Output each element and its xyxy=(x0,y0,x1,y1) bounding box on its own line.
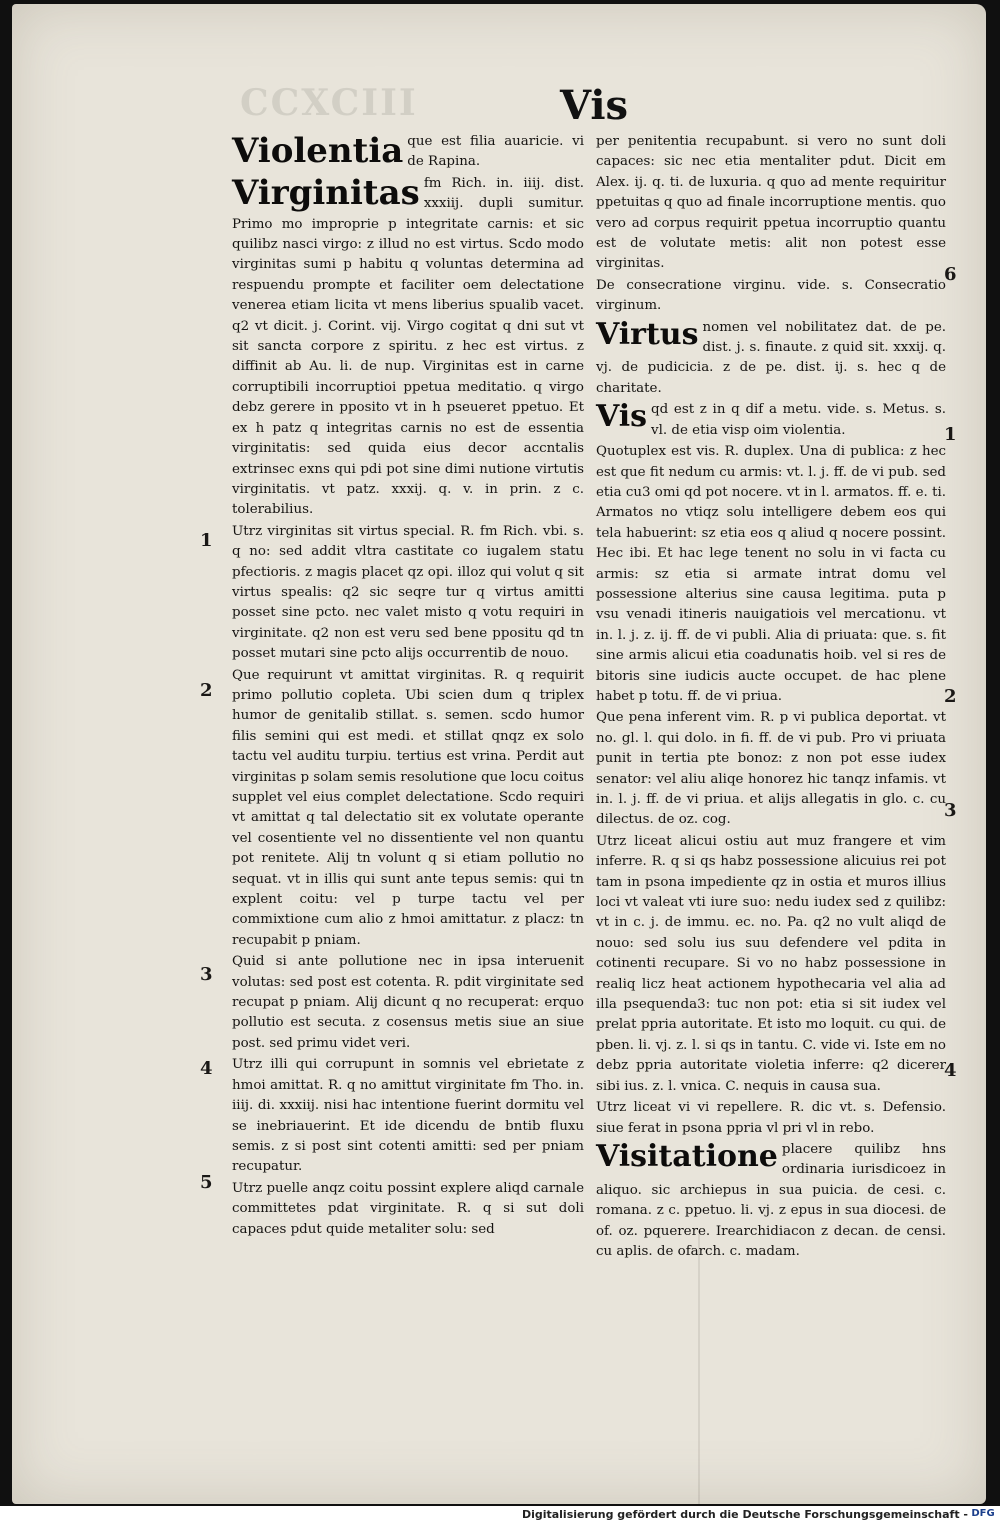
entry-virtus xyxy=(596,318,946,400)
entry-text: placere quilibz hns ordinaria iurisdicoez in aliquo. sic archiepus in sua puicia. de cesi. c. romana. z c. ppetuo. li. vj. z epus in sua diocesi. de of. oz. pquerere. Irearchidiacon z decan. de censi. cu aplis. de ofarch. c. madam. xyxy=(596,1141,946,1259)
entry-text: fm Rich. in. iiij. dist. xxxiij. dupli sumitur. Primo mo improprie p integritate carnis: et sic quilibz nasci virgo: z illud no est virtus. Scdo modo virginitas sumi p habitu q voluntas determina ad respuendu prompte et faciliter oem delectatione venerea etiam licita vt mens liberius spualib vacet. q2 vt dicit. j. Corint. vij. Virgo cogitat q dni sut vt sit sancta corpore z spiritu. z hec est virtus. z diffinit ab Au. li. de nup. Virginitas est in carne corruptibili incorruptioi ppetua meditatio. q virgo debz gerere in pposito vt in h pseueret ppetuo. Et ex h patz q integritas carnis no est de essentia virginitatis: sed quida eius decor accntalis extrinsec exns qui pdi pot sine dimi nutione virtutis virginitatis. vt patz. xxxij. q. v. in prin. z c. tolerabilius. xyxy=(232,175,584,518)
paragraph: Utrz liceat vi vi repellere. R. dic vt. s. Defensio. siue ferat in psona ppria vl pri vl in rebo. xyxy=(596,1100,946,1136)
margin-number: 3 xyxy=(944,800,957,821)
paragraph: Quid si ante pollutione nec in ipsa interuenit volutas: sed post est cotenta. R. pdit virginitate sed recupat p pniam. Alij dicunt q no recuperat: erquo pollutio est secuta. z cosensus metis siue an siue post. sed primu videt veri. xyxy=(232,954,584,1051)
headword: Virginitas xyxy=(232,172,420,213)
headword: Visitatione xyxy=(596,1138,778,1174)
footer-credit: Digitalisierung gefördert durch die Deutsche Forschungsgemeinschaft - xyxy=(521,1508,968,1521)
margin-number: 6 xyxy=(944,264,957,285)
headword: Violentia xyxy=(232,131,404,171)
bleed-through-header: CCXCIII xyxy=(240,82,418,124)
entry-visitatione xyxy=(596,1140,946,1262)
paragraph: De consecratione virginu. vide. s. Consecratio virginum. xyxy=(596,277,946,314)
paragraph: Que pena inferent vim. R. p vi publica deportat. vt no. gl. l. qui dolo. in fi. ff. de vi pub. Pro vi priuata punit in tertia pte bonoz: z non pot esse iudex senator: vel aliu aliqe honorez hic tanqz infamis. vt in. l. j. ff. de vi priua. et alijs allegatis in glo. c. cu dilectus. de oz. cog. xyxy=(596,710,946,828)
paragraph: Utrz virginitas sit virtus special. R. fm Rich. vbi. s. q no: sed addit vltra castitate co iugalem statu pfectioris. z magis placet qz opi. illoz qui volut q sit virtus spealis: q2 sic seqre tur q virtus amitti posset sine pcto. nec valet misto q votu requiri in virginitate. q2 non est veru sed bene ppositu qd tn posset mutari sine pcto alijs occurrentib de nouo. xyxy=(232,523,584,662)
entry-virginitas xyxy=(232,174,584,521)
margin-number: 4 xyxy=(200,1058,213,1079)
entry-text: que est filia auaricie. vi de Rapina. xyxy=(407,134,584,170)
left-column xyxy=(232,132,584,1241)
paragraph: Utrz liceat alicui ostiu aut muz frangere et vim inferre. R. q si qs habz possessione alicuius rei pot tam in psona impediente qz in ostia et muros illius loci vt valeat vti iure suo: nedu iudex sed z quilibz: vt in c. j. de immu. ec. no. Pa. q2 no vult aliqd de nouo: sed solu ius suu defendere vel pdita in cotinenti recupare. Si vo no habz possessione in realiq licz heat actionem hypothecaria vel alia ad illa psequenda3: tuc non pot: etia si sit iudex vel prelat ppria autoritate. Et isto mo loquit. cu qui. de pben. li. vj. z. l. si qs in tantu. C. vide vi. Iste em no debz ppria autoritate violetia inferre: q2 dicerer sibi ius. z. l. vnica. C. nequis in causa sua. xyxy=(596,833,946,1094)
paragraph: Utrz puelle anqz coitu possint explere aliqd carnale committetes pdat virginitate. R. q si sut doli capaces pdut quide metaliter solu: sed xyxy=(232,1180,584,1237)
entry-text: nomen vel nobilitatez dat. de pe. dist. j. s. finaute. z quid sit. xxxij. q. vj. de pudicicia. z de pe. dist. ij. s. hec q de charitate. xyxy=(596,319,946,396)
entry-vis xyxy=(596,400,946,441)
entry-violentia xyxy=(232,132,584,173)
margin-number: 3 xyxy=(200,964,213,985)
entry-text: qd est z in q dif a metu. vide. s. Metus. s. vl. de etia visp oim violentia. xyxy=(651,402,946,438)
headword: Vis xyxy=(596,399,648,435)
paragraph: Utrz illi qui corrupunt in somnis vel ebrietate z hmoi amittat. R. q no amittut virginitate fm Tho. in. iiij. di. xxxiij. nisi hac intentione fuerint dormitu vel se inebriauerint. Et ide dicendu de bntib fluxu semis. z si post sint cotenti amitti: sed per pniam recupatur. xyxy=(232,1057,584,1175)
margin-number: 5 xyxy=(200,1172,213,1193)
margin-number: 2 xyxy=(944,686,957,707)
margin-number: 4 xyxy=(944,1060,957,1081)
paper-crease xyxy=(698,1234,700,1504)
paragraph: Quotuplex est vis. R. duplex. Una di publica: z hec est que fit nedum cu armis: vt. l. j. ff. de vi pub. sed etia cu3 omi qd pot nocere. vt in l. armatos. ff. e. ti. Armatos no vtiqz solu intelligere debem eos qui tela habuerint: sz etia eos q aliud q nocere possint. Hec ibi. Et hac lege tenent no solu in vi facta cu armis: sz etia si armate intrat domu vel possessione alterius sine causa legitima. puta p vsu venadi itineris nauigatiois vel mercationu. vt in. l. j. z. ij. ff. de vi publi. Alia di priuata: que. s. fit sine armis alicui etia coadunatis hoib. vel si res de bitoris sine iudicis aucte occupet. de hac plene habet p totu. ff. de vi priua. xyxy=(596,444,946,704)
paragraph: Que requirunt vt amittat virginitas. R. q requirit primo pollutio copleta. Ubi scien dum q triplex humor de genitalib stillat. s. semen. scdo humor filis semini qui est medi. et stillat qnqz ex solo tactu vel auditu turpiu. tertius est vrina. Perdit aut virginitas p solam semis resolutione que locu coitus supplet vel eius complet delectatione. Scdo requiri vt amittat q tal delectatio sit ex volutate operante vel cosentiente vel no dissentiente vel non quantu pot renitete. Alij tn volunt q si etiam pollutio no sequat. vt in illis qui sunt ante tepus semis: qui tn explent coitu: vel p turpe tactu vel per commixtione cum alio z hmoi amittatur. z placz: tn recupabit p pniam. xyxy=(232,667,584,948)
margin-number: 1 xyxy=(944,424,957,445)
paragraph: per penitentia recupabunt. si vero no sunt doli capaces: sic nec etia mentaliter pdut. Dicit em Alex. ij. q. ti. de luxuria. q quo ad mente requiritur ppetuitas q quo ad finale incorruptione mentis. quo vero ad corpus requirit ppetua incorruptio quantu est de volutate metis: alit non potest esse virginitas. xyxy=(596,134,946,272)
dfg-logo: DFG xyxy=(971,1508,995,1519)
headword: Virtus xyxy=(596,316,699,352)
page-header: Vis xyxy=(560,82,629,129)
right-column xyxy=(596,132,946,1263)
margin-number: 2 xyxy=(200,680,213,701)
margin-number: 1 xyxy=(200,530,213,551)
